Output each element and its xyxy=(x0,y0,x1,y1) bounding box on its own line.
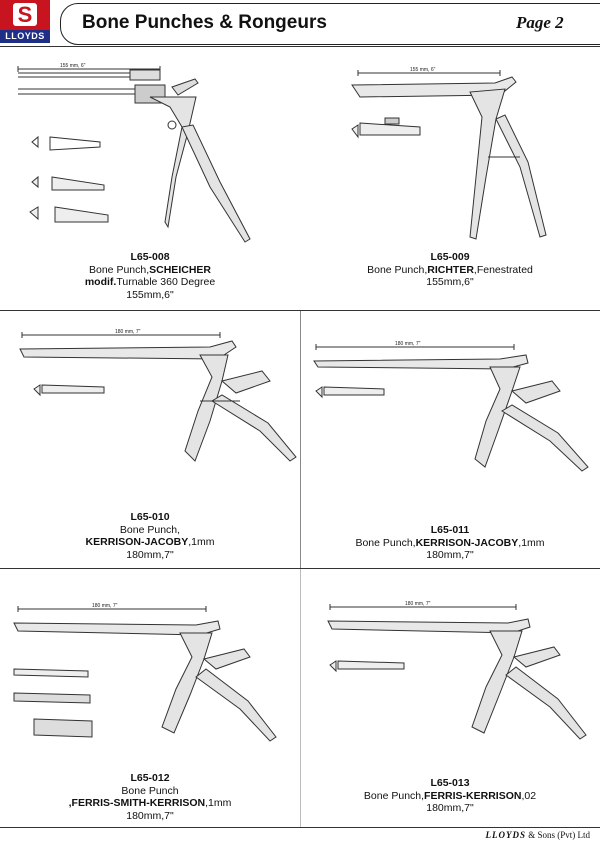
dimension-label: 155 mm, 6" xyxy=(60,63,86,69)
page-number: Page 2 xyxy=(516,13,564,32)
product-caption xyxy=(300,251,600,289)
product-card-L65-012 xyxy=(0,569,300,827)
product-code: L65-010 xyxy=(130,511,170,523)
logo-letter: S xyxy=(13,3,37,26)
desc-bold: SCHEICHER xyxy=(149,263,211,276)
desc-bold: modif. xyxy=(84,276,117,288)
desc-bold: KERRISON-JACOBY xyxy=(85,536,189,548)
product-caption xyxy=(0,251,300,301)
punch-illustration xyxy=(0,569,300,764)
product-code: L65-012 xyxy=(130,772,170,784)
desc-text: Bone Punch, xyxy=(119,523,181,536)
product-caption xyxy=(0,772,300,822)
dimension-label: 180 mm, 7" xyxy=(115,329,141,335)
product-caption xyxy=(300,777,600,815)
product-code: L65-013 xyxy=(430,777,470,789)
desc-text: ,1mm xyxy=(188,536,215,548)
desc-text: Bone Punch, xyxy=(355,536,416,549)
desc-text: Bone Punch xyxy=(121,784,179,797)
product-card-L65-013 xyxy=(300,569,600,827)
dimension-label: 155 mm, 6" xyxy=(410,67,436,73)
footer-rest: & Sons (Pvt) Ltd xyxy=(528,830,590,840)
dimension-label: 180 mm, 7" xyxy=(395,341,421,347)
dimension-label: 180 mm, 7" xyxy=(405,601,431,607)
desc-text: Bone Punch, xyxy=(363,789,425,802)
product-caption xyxy=(300,524,600,562)
lloyds-logo xyxy=(0,0,50,44)
footer-divider xyxy=(0,827,600,828)
size-text: 180mm,7" xyxy=(426,802,474,814)
desc-text: Bone Punch, xyxy=(89,263,150,276)
punch-illustration xyxy=(300,47,600,247)
size-text: 155mm,6" xyxy=(126,288,174,301)
desc-text: ,1mm xyxy=(518,536,545,549)
logo-red-block xyxy=(0,0,50,30)
logo-text: LLOYDS xyxy=(0,30,50,43)
product-card-L65-011 xyxy=(300,311,600,568)
page-title: Bone Punches & Rongeurs xyxy=(82,12,327,33)
product-caption xyxy=(0,511,300,561)
size-text: 180mm,7" xyxy=(426,549,474,561)
desc-text: ,Fenestrated xyxy=(473,263,533,276)
product-card-L65-010 xyxy=(0,311,300,568)
punch-illustration xyxy=(0,47,300,247)
dimension-label: 180 mm, 7" xyxy=(92,603,118,609)
size-text: 180mm,7" xyxy=(126,548,174,561)
product-code: L65-009 xyxy=(430,251,470,263)
footer-brand: LLOYDS xyxy=(485,830,526,840)
punch-illustration xyxy=(0,311,300,506)
product-code: L65-011 xyxy=(430,524,470,536)
desc-bold: FERRIS-KERRISON xyxy=(424,789,522,802)
punch-illustration xyxy=(300,311,600,506)
footer-company xyxy=(485,830,590,840)
desc-bold: KERRISON-JACOBY xyxy=(415,536,519,549)
size-text: 155mm,6" xyxy=(426,276,474,288)
product-card-L65-009 xyxy=(300,47,600,310)
desc-text: ,02 xyxy=(521,789,537,802)
desc-text: ,1mm xyxy=(205,797,232,809)
product-card-L65-008 xyxy=(0,47,300,310)
desc-bold: RICHTER xyxy=(427,263,474,276)
punch-illustration xyxy=(300,569,600,764)
desc-text: Turnable 360 Degree xyxy=(116,276,216,288)
product-code: L65-008 xyxy=(130,251,170,263)
desc-bold: ,FERRIS-SMITH-KERRISON xyxy=(68,797,206,809)
size-text: 180mm,7" xyxy=(126,809,174,822)
desc-text: Bone Punch, xyxy=(367,263,428,276)
